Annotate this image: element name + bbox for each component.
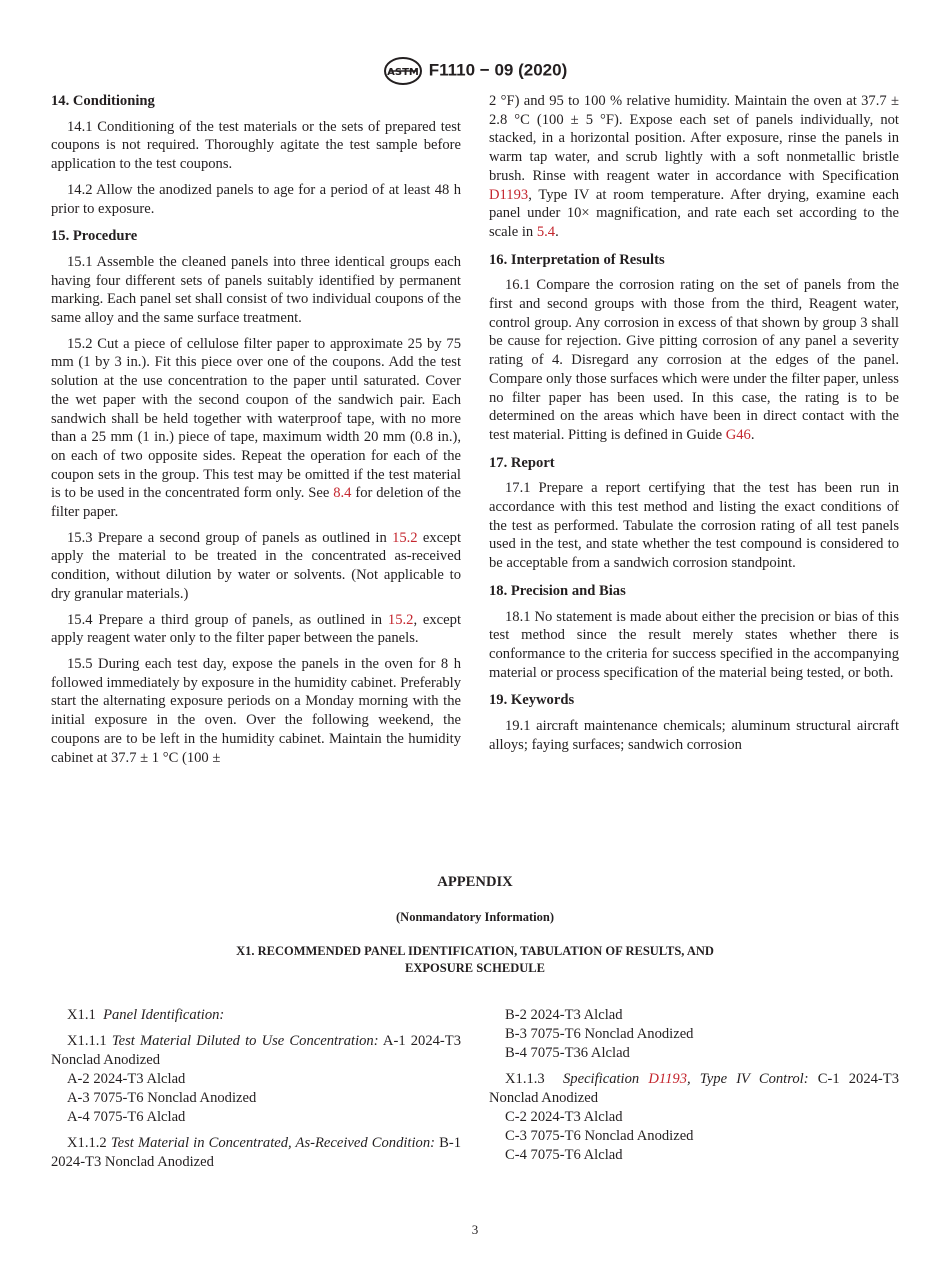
ref-link-d1193[interactable]: D1193 [489,186,529,203]
list-item-c4: C-4 7075-T6 Alclad [505,1147,623,1163]
section-18-heading: 18. Precision and Bias [489,582,626,599]
paragraph-15-2: 15.2 Cut a piece of cellulose filter paper to approximate 25 by 75 mm (1 by 3 in.). Fit this piece over one of the coupons. Add the test solution at the use concentration to the paper until saturated. Cover the wet paper with the second coupon of the sandwich pair. Each sandwich shall be held together with waterproof tape, with no more than a 25 mm (1 in.) piece of tape, maximum width 20 mm (0.8 in.), on each of two opposite sides. Repeat the operation for each of the coupon sets in the group. This test may be omitted if the test material is to be used in the concentrated form only. See 8.4 for deletion of the filter paper. [51,335,461,521]
paragraph-15-3: 15.3 Prepare a second group of panels as outlined in 15.2 except apply the material to be treated in the concentrated as-received condition, without dilution by water or solvents. (Not applicable to dry granular materials.) [51,529,462,602]
paragraph-14-1: 14.1 Conditioning of the test materials or the sets of prepared test coupons is not required. Thoroughly agitate the test sample before application to the test coupons. [51,118,461,173]
ref-link-d1193-appendix[interactable]: D1193 [648,1071,687,1087]
x1-1-2: X1.1.2 Test Material in Concentrated, As-Received Condition: B-1 2024-T3 Nonclad Anodized [51,1135,462,1170]
page-number: 3 [471,1222,479,1237]
x1-1-3: X1.1.3 Specification D1193, Type IV Control: C-1 2024-T3 Nonclad Anodized [489,1071,899,1106]
list-item-b4: B-4 7075-T36 Alclad [505,1045,630,1061]
ref-link-15-2[interactable]: 15.2 [387,611,414,628]
svg-text:ASTM: ASTM [386,67,419,78]
x1-title: X1. RECOMMENDED PANEL IDENTIFICATION, TABULATION OF RESULTS, AND EXPOSURE SCHEDULE [236,944,714,975]
section-14-heading: 14. Conditioning [51,93,155,109]
paragraph-17-1: 17.1 Prepare a report certifying that the test has been run in accordance with this test method and listing the exact conditions of the test as performed. Tabulate the corrosion rating of all test panels used in the test, and state whether the test compound is considered to be acceptable from a sandwich corrosion standpoint. [489,480,899,572]
paragraph-15-4: 15.4 Prepare a third group of panels, as outlined in 15.2, except apply reagent water only to the filter paper between the panels. [51,611,461,647]
list-item-c3: C-3 7075-T6 Nonclad Anodized [505,1128,694,1144]
appendix-subtitle: (Nonmandatory Information) [396,910,554,924]
section-17-heading: 17. Report [489,454,555,471]
ref-link-5-4[interactable]: 5.4 [536,223,556,240]
appendix-right-column [489,1006,899,1165]
ref-link-8-4[interactable]: 8.4 [333,485,352,502]
appendix-title: APPENDIX [437,874,513,890]
list-item-a2: A-2 2024-T3 Alclad [67,1071,186,1087]
appendix-heading-block [0,874,950,977]
left-column [51,92,461,774]
paragraph-15-5-continued: 2 °F) and 95 to 100 % relative humidity. Maintain the oven at 37.7 ± 2.8 °C (100 ± 5 °F). Expose each set of panels individually, not stacked, in a horizontal position. After exposure, rinse the panels in warm tap water, and scrub lightly with a soft nonmetallic bristle brush. Rinse with reagent water in accordance with Specification D1193, Type IV at room temperature. After drying, examine each panel under 10× magnification, and rate each set according to the scale in 5.4. [489,93,899,240]
paragraph-16-1: 16.1 Compare the corrosion rating on the set of panels from the first and second groups with those from the third, Reagent water, control group. Any corrosion in excess of that shown by group 3 shall be cause for rejection. Give pitting corrosion of any panel a severity rating of 4. Disregard any corrosion at the edges of the panel. Compare only those surfaces which were under the filter paper, unless no filter paper has been used. In this case, the rating is to be determined on the areas which have been in direct contact with the test material. Pitting is defined in Guide G46. [489,277,899,443]
paragraph-15-5: 15.5 During each test day, expose the panels in the oven for 8 h followed immediately by exposure in the humidity cabinet. Preferably start the alternating exposure periods on a Monday morning with the initial exposure in the oven. Over the following weekend, the coupons are to be left in the humidity cabinet. Maintain the humidity cabinet at 37.7 ± 1 °C (100 ± [51,655,461,766]
paragraph-14-2: 14.2 Allow the anodized panels to age for a period of at least 48 h prior to exposure. [51,181,461,217]
paragraph-15-1: 15.1 Assemble the cleaned panels into three identical groups each having four different sets of panels suitably identified by permanent marking. Each panel set shall consist of two individual coupons of the same alloy and the same surface treatment. [51,253,461,327]
paragraph-19-1: 19.1 aircraft maintenance chemicals; aluminum structural aircraft alloys; faying surfaces; sandwich corrosion [489,718,899,753]
ref-link-15-2[interactable]: 15.2 [392,529,418,546]
section-19-heading: 19. Keywords [489,692,575,709]
list-item-c2: C-2 2024-T3 Alclad [505,1109,623,1125]
x1-1: X1.1 Panel Identification: [67,1007,225,1023]
ref-link-g46[interactable]: G46 [725,426,751,443]
section-15-heading: 15. Procedure [51,228,138,245]
paragraph-18-1: 18.1 No statement is made about either the precision or bias of this test method since the result merely states whether there is conformance to the criteria for success specified in the accompanying material or process specification of the material being tested, or both. [489,608,899,681]
list-item-b2: B-2 2024-T3 Alclad [505,1007,623,1023]
page-header [0,56,950,86]
right-column [489,92,899,762]
document-designation: F1110 − 09 (2020) [428,60,568,80]
list-item-b3: B-3 7075-T6 Nonclad Anodized [505,1026,694,1042]
x1-1-1: X1.1.1 Test Material Diluted to Use Concentration: A-1 2024-T3 Nonclad Anodized [51,1033,462,1068]
astm-logo-icon [383,56,423,86]
section-16-heading: 16. Interpretation of Results [489,251,665,268]
list-item-a3: A-3 7075-T6 Nonclad Anodized [67,1090,257,1106]
list-item-a4: A-4 7075-T6 Alclad [67,1109,186,1125]
appendix-left-column [51,1006,461,1179]
